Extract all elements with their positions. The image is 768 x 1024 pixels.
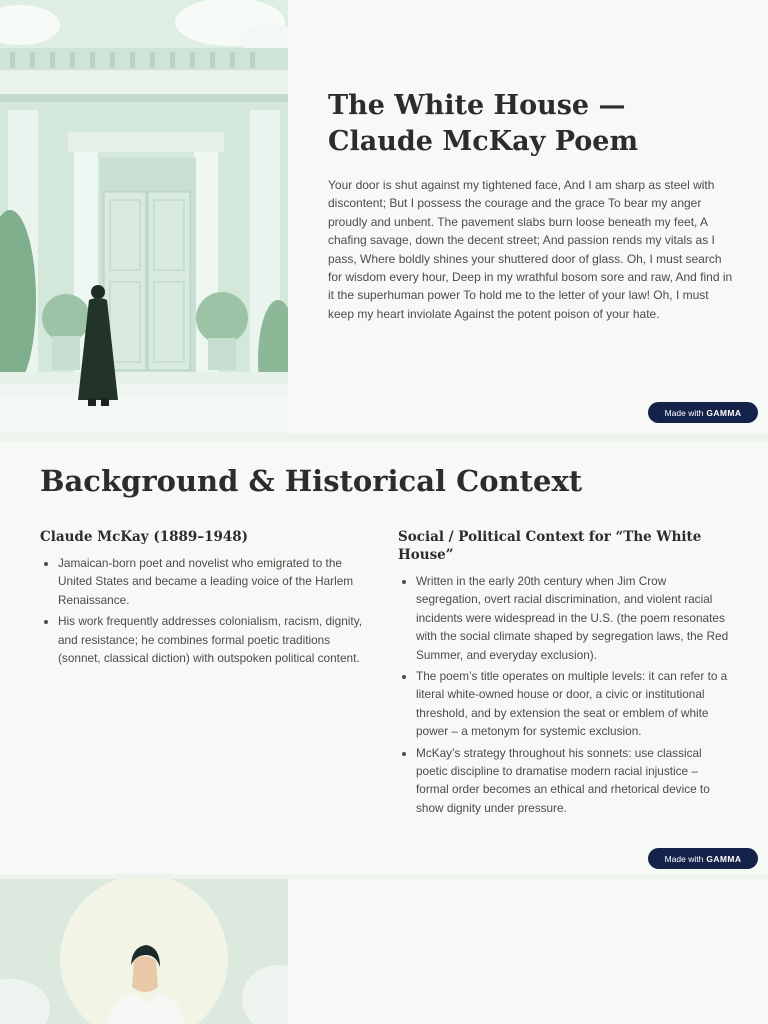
bio-list <box>40 554 375 667</box>
gamma-logo: GAMMA <box>706 853 742 864</box>
slide-poem <box>0 0 768 433</box>
gamma-logo: GAMMA <box>706 407 742 418</box>
list-item: • Jamaican-born poet and novelist who emigrated to the United States and became a leading voice of the Harlem Renaissance. <box>58 554 375 609</box>
made-with-gamma-badge[interactable] <box>648 402 758 423</box>
context-list <box>398 572 733 817</box>
list-item: • Written in the early 20th century when Jim Crow segregation, overt racial discrimination, and violent racial incidents were widespread in the U.S. (the poem resonates with the social climate shaped by segregation laws, the Red Summer, and everyday exclusion). <box>416 572 733 664</box>
column-heading: Social / Political Context for “The White House” <box>398 529 702 563</box>
list-item: • The poem’s title operates on multiple levels: it can refer to a literal white-owned house or door, a civic or institutional threshold, and by extension the seat or emblem of white power – a metonym for systemic exclusion. <box>416 667 733 741</box>
slide-portrait <box>0 879 768 1024</box>
column-heading: Claude McKay (1889–1948) <box>40 529 249 545</box>
list-item: • His work frequently addresses colonialism, racism, dignity, and resistance; he combines formal poetic traditions (sonnet, classical diction) with outspoken political content. <box>58 612 375 667</box>
slide-background-context <box>0 442 768 874</box>
poem-title: The White House — Claude McKay Poem <box>328 90 639 157</box>
made-with-gamma-badge[interactable] <box>648 848 758 869</box>
poet-portrait-illustration <box>0 879 288 1024</box>
section-title: Background & Historical Context <box>40 464 583 498</box>
badge-prefix: Made with <box>664 407 704 418</box>
white-house-illustration <box>0 0 288 433</box>
mckay-bio-column <box>40 528 375 670</box>
badge-prefix: Made with <box>664 853 704 864</box>
context-column <box>398 528 733 820</box>
poem-text: Your door is shut against my tightened face, And I am sharp as steel with discontent; But I possess the courage and the grace To bear my anger proudly and unbent. The pavement slabs burn loose beneath my feet, A chafing savage, down the decent street; And passion rends my vitals as I pass, Where boldly shines your shuttered door of glass. Oh, I must search for wisdom every hour, Deep in my wrathful bosom sore and raw, And find in it the superhuman power To hold me to the letter of your law! Oh, I must keep my heart inviolate Against the potent poison of your hate. <box>328 178 733 321</box>
list-item: • McKay’s strategy throughout his sonnets: use classical poetic discipline to dramatise modern racial injustice – formal order becomes an ethical and rhetorical device to show dignity under pressure. <box>416 744 733 818</box>
